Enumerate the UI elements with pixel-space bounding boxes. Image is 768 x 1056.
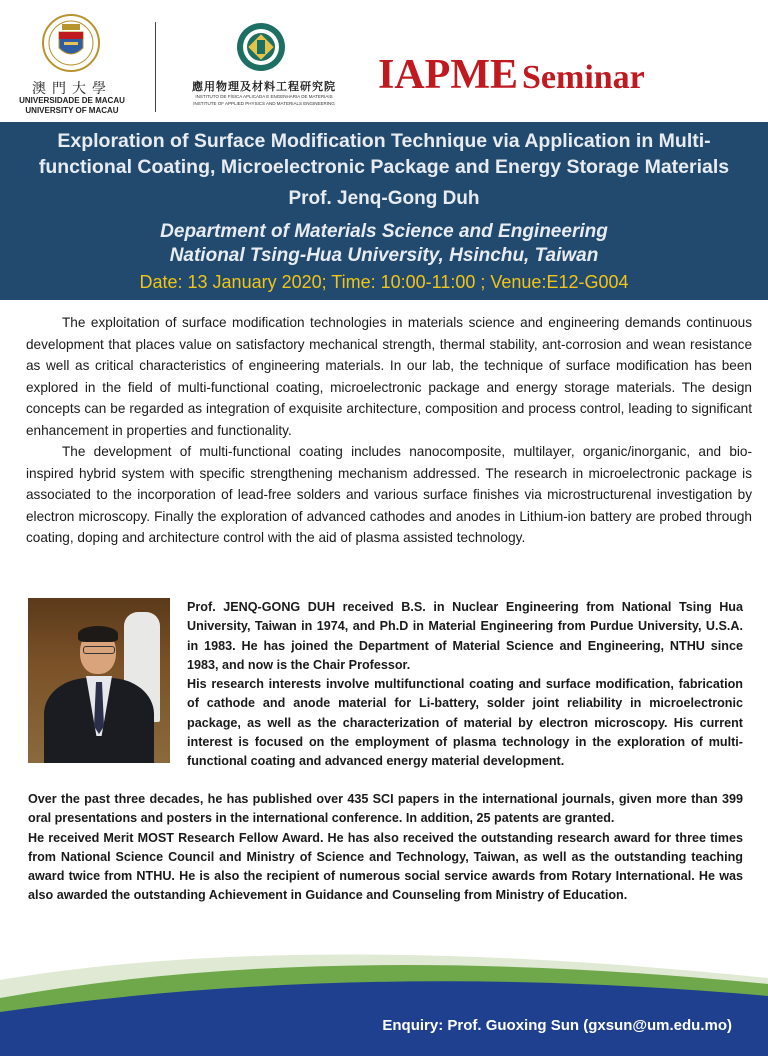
biography-continued <box>28 790 743 906</box>
title-banner <box>0 122 768 300</box>
footer <box>0 940 768 1056</box>
seminar-title <box>378 54 645 96</box>
speaker-photo <box>28 598 170 763</box>
abstract-paragraph-1: The exploitation of surface modification technologies in materials science and engineering demands continuous development that places value on satisfactory mechanical strength, thermal stability, ant-corrosion and wean resistance as well as critical characteristics of engineering materials. In our lab, the technique of surface modification has been explored in the field of multi-functional coating, microelectronic package and energy storage materials. The design concepts can be regarded as integration of exquisite architecture, composition and process control, leading to significant enhancement in properties and functionality. <box>26 315 752 438</box>
university-name-chinese: 澳門大學 <box>32 81 112 97</box>
biography-beside-photo <box>187 598 743 772</box>
seminar-word: Seminar <box>522 59 645 96</box>
abstract-paragraph-2: The development of multi-functional coating includes nanocomposite, multilayer, organic/inorganic, and bio-inspired hybrid system with specific strengthening mechanism addressed. The research in microelectronic package is associated to the incorporation of lead-free solders and various surface finishes via microstructurenal investigation by electron microscopy. Finally the exploration of advanced cathodes and anodes in Lithium-ion battery are probed through coating, doping and architecture control with the aid of plasma assisted technology. <box>26 444 752 545</box>
speaker-department: Department of Materials Science and Engineering <box>160 221 608 242</box>
biography-paragraph-2: His research interests involve multifunctional coating and surface modification, fabrication of cathode and anode material for Li-battery, solder joint reliability in microelectronic package, as well as the characterization of material by electron microscopy. His current interest is focused on the employment of plasma technology in the exploration of multi-functional coating and advanced energy material development. <box>187 677 743 769</box>
university-crest-icon <box>42 12 100 74</box>
institute-name-chinese: 應用物理及材料工程研究院 <box>192 80 336 93</box>
institute-name-english: INSTITUTE OF APPLIED PHYSICS AND MATERIALS ENGINEERING <box>193 101 335 106</box>
biography-paragraph-3: Over the past three decades, he has published over 435 SCI papers in the international journals, given more than 399 oral presentations and posters in the international conference. In addition, 25 patents are granted. <box>28 792 743 826</box>
footer-wave-graphic <box>0 940 768 1056</box>
institute-logo-icon <box>236 22 286 72</box>
biography-paragraph-1: Prof. JENQ-GONG DUH received B.S. in Nuclear Engineering from National Tsing Hua University, Taiwan in 1974, and Ph.D in Material Engineering from Purdue University, U.S.A. in 1983. He has joined the Department of Material Science and Engineering, NTHU since 1983, and now is the Chair Professor. <box>187 600 743 672</box>
talk-title-line-1: Exploration of Surface Modification Technique via Application in Multi- <box>57 130 711 152</box>
header <box>0 0 768 120</box>
speaker-affiliation <box>0 220 768 268</box>
seminar-prefix: IAPME <box>378 52 518 98</box>
biography-paragraph-4: He received Merit MOST Research Fellow Award. He has also received the outstanding research award for three times from National Science Council and Ministry of Science and Technology, Taiwan, as well as the outstanding teaching award twice from NTHU. He is also the recipient of numerous social service awards from Rotary International. He was also awarded the outstanding Achievement in Guidance and Counseling from Ministry of Education. <box>28 830 743 903</box>
abstract <box>26 312 752 549</box>
speaker-university: National Tsing-Hua University, Hsinchu, Taiwan <box>169 245 599 266</box>
university-name-english: UNIVERSITY OF MACAU <box>25 106 119 115</box>
university-name-portuguese: UNIVERSIDADE DE MACAU <box>19 96 125 105</box>
institute-name-portuguese: INSTITUTO DE FÍSICA APLICADA E ENGENHARIA DE MATERIAIS <box>195 94 333 99</box>
talk-title-line-2: functional Coating, Microelectronic Package and Energy Storage Materials <box>38 156 730 178</box>
enquiry-contact: Enquiry: Prof. Guoxing Sun (gxsun@um.edu.mo) <box>382 1017 732 1034</box>
schedule-line: Date: 13 January 2020; Time: 10:00-11:00 ; Venue:E12-G004 <box>139 272 629 292</box>
talk-title <box>10 128 758 180</box>
speaker-name: Prof. Jenq-Gong Duh <box>288 188 480 209</box>
header-divider <box>155 22 156 112</box>
